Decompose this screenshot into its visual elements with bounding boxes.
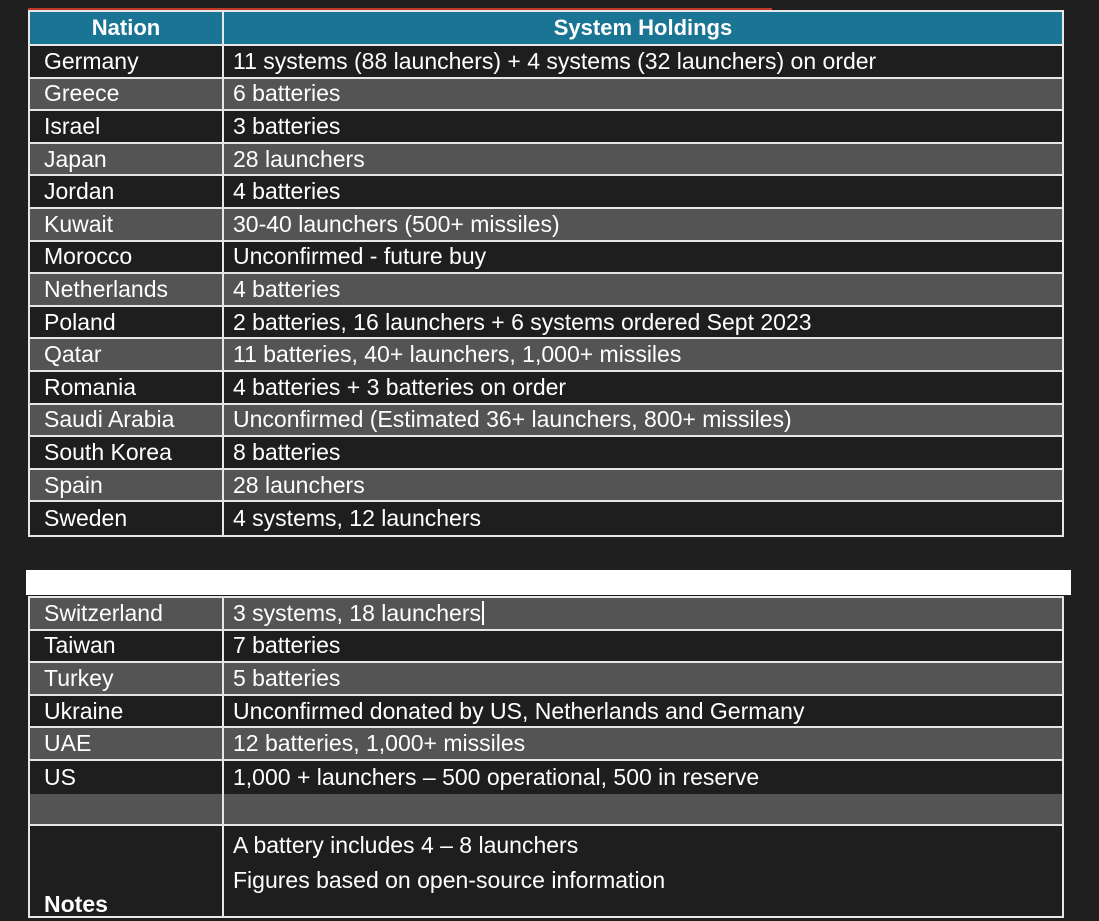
holdings-text: 8 batteries xyxy=(233,438,341,465)
holdings-cell xyxy=(224,209,1062,240)
nation-cell: Netherlands xyxy=(30,274,224,305)
table-row xyxy=(30,470,1062,503)
holdings-text: 4 systems, 12 launchers xyxy=(233,505,482,532)
text-cursor xyxy=(482,601,484,625)
header-system-holdings: System Holdings xyxy=(224,12,1062,44)
nation-cell: Taiwan xyxy=(30,631,224,662)
holdings-text: Unconfirmed (Estimated 36+ launchers, 800+ missiles) xyxy=(233,406,792,433)
holdings-cell xyxy=(224,144,1062,175)
holdings-cell xyxy=(224,111,1062,142)
nation-cell: US xyxy=(30,761,224,794)
holdings-text: Unconfirmed - future buy xyxy=(233,243,487,270)
holdings-text: 4 batteries xyxy=(233,178,341,205)
notes-label: Notes xyxy=(30,826,224,916)
nation-cell: Morocco xyxy=(30,242,224,273)
holdings-text: 4 batteries + 3 batteries on order xyxy=(233,373,567,400)
nation-cell: Sweden xyxy=(30,502,224,535)
holdings-cell xyxy=(224,761,1062,794)
holdings-text: Unconfirmed donated by US, Netherlands and Germany xyxy=(233,697,805,724)
holdings-cell xyxy=(224,502,1062,535)
table-row xyxy=(30,696,1062,729)
table-row xyxy=(30,663,1062,696)
table-row xyxy=(30,46,1062,79)
holdings-cell xyxy=(224,372,1062,403)
holdings-text: 1,000 + launchers – 500 operational, 500 in reserve xyxy=(233,763,760,790)
table-row xyxy=(30,761,1062,794)
holdings-cell xyxy=(224,274,1062,305)
table-row xyxy=(30,307,1062,340)
holdings-cell xyxy=(224,598,1062,629)
table-row xyxy=(30,437,1062,470)
nation-cell: South Korea xyxy=(30,437,224,468)
holdings-cell xyxy=(224,696,1062,727)
holdings-text: 28 launchers xyxy=(233,471,365,498)
nation-cell: Turkey xyxy=(30,663,224,694)
holdings-cell xyxy=(224,307,1062,338)
holdings-cell xyxy=(224,437,1062,468)
table-row xyxy=(30,598,1062,631)
holdings-cell xyxy=(224,242,1062,273)
holdings-text: 11 systems (88 launchers) + 4 systems (32 launchers) on order xyxy=(233,47,877,74)
nation-cell: Qatar xyxy=(30,339,224,370)
nation-cell: Ukraine xyxy=(30,696,224,727)
header-nation: Nation xyxy=(30,12,224,44)
table-row xyxy=(30,339,1062,372)
nation-cell: Greece xyxy=(30,79,224,110)
nation-cell: Saudi Arabia xyxy=(30,405,224,436)
notes-row xyxy=(30,826,1062,916)
holdings-text: 4 batteries xyxy=(233,275,341,302)
holdings-cell xyxy=(224,728,1062,759)
nation-cell: Jordan xyxy=(30,176,224,207)
holdings-text: 12 batteries, 1,000+ missiles xyxy=(233,730,526,757)
holdings-text: 5 batteries xyxy=(233,664,341,691)
notes-content xyxy=(224,826,1062,916)
note-line: Figures based on open-source information xyxy=(233,867,666,894)
table-row xyxy=(30,111,1062,144)
table-header-row xyxy=(30,12,1062,46)
holdings-text: 30-40 launchers (500+ missiles) xyxy=(233,210,560,237)
nation-cell: Poland xyxy=(30,307,224,338)
table-row xyxy=(30,372,1062,405)
holdings-text: 11 batteries, 40+ launchers, 1,000+ missiles xyxy=(233,341,682,368)
holdings-text: 3 systems, 18 launchers xyxy=(233,599,482,626)
holdings-text: 6 batteries xyxy=(233,80,341,107)
holdings-cell xyxy=(224,339,1062,370)
table-row xyxy=(30,209,1062,242)
empty-cell-nation xyxy=(30,794,224,825)
holdings-cell xyxy=(224,663,1062,694)
nation-cell: Israel xyxy=(30,111,224,142)
table-row xyxy=(30,79,1062,112)
nation-cell: Japan xyxy=(30,144,224,175)
table-row xyxy=(30,144,1062,177)
table-row xyxy=(30,502,1062,535)
nation-cell: UAE xyxy=(30,728,224,759)
table-row xyxy=(30,728,1062,761)
empty-row xyxy=(30,794,1062,827)
page-break-gap xyxy=(26,570,1071,595)
nation-cell: Switzerland xyxy=(30,598,224,629)
holdings-cell xyxy=(224,46,1062,77)
nation-cell: Spain xyxy=(30,470,224,501)
holdings-text: 3 batteries xyxy=(233,112,341,139)
table-row xyxy=(30,242,1062,275)
table-row xyxy=(30,405,1062,438)
holdings-text: 7 batteries xyxy=(233,632,341,659)
table-row xyxy=(30,274,1062,307)
nation-cell: Romania xyxy=(30,372,224,403)
table-row xyxy=(30,631,1062,664)
note-line: A battery includes 4 – 8 launchers xyxy=(233,832,579,859)
holdings-cell xyxy=(224,176,1062,207)
nation-cell: Kuwait xyxy=(30,209,224,240)
nation-cell: Germany xyxy=(30,46,224,77)
holdings-table-part1 xyxy=(28,10,1064,537)
table-row xyxy=(30,176,1062,209)
holdings-cell xyxy=(224,405,1062,436)
holdings-cell xyxy=(224,631,1062,662)
holdings-table-part2 xyxy=(28,596,1064,918)
holdings-cell xyxy=(224,79,1062,110)
holdings-text: 28 launchers xyxy=(233,145,365,172)
holdings-text: 2 batteries, 16 launchers + 6 systems ordered Sept 2023 xyxy=(233,308,812,335)
holdings-cell xyxy=(224,470,1062,501)
empty-cell-holdings xyxy=(224,794,1062,825)
